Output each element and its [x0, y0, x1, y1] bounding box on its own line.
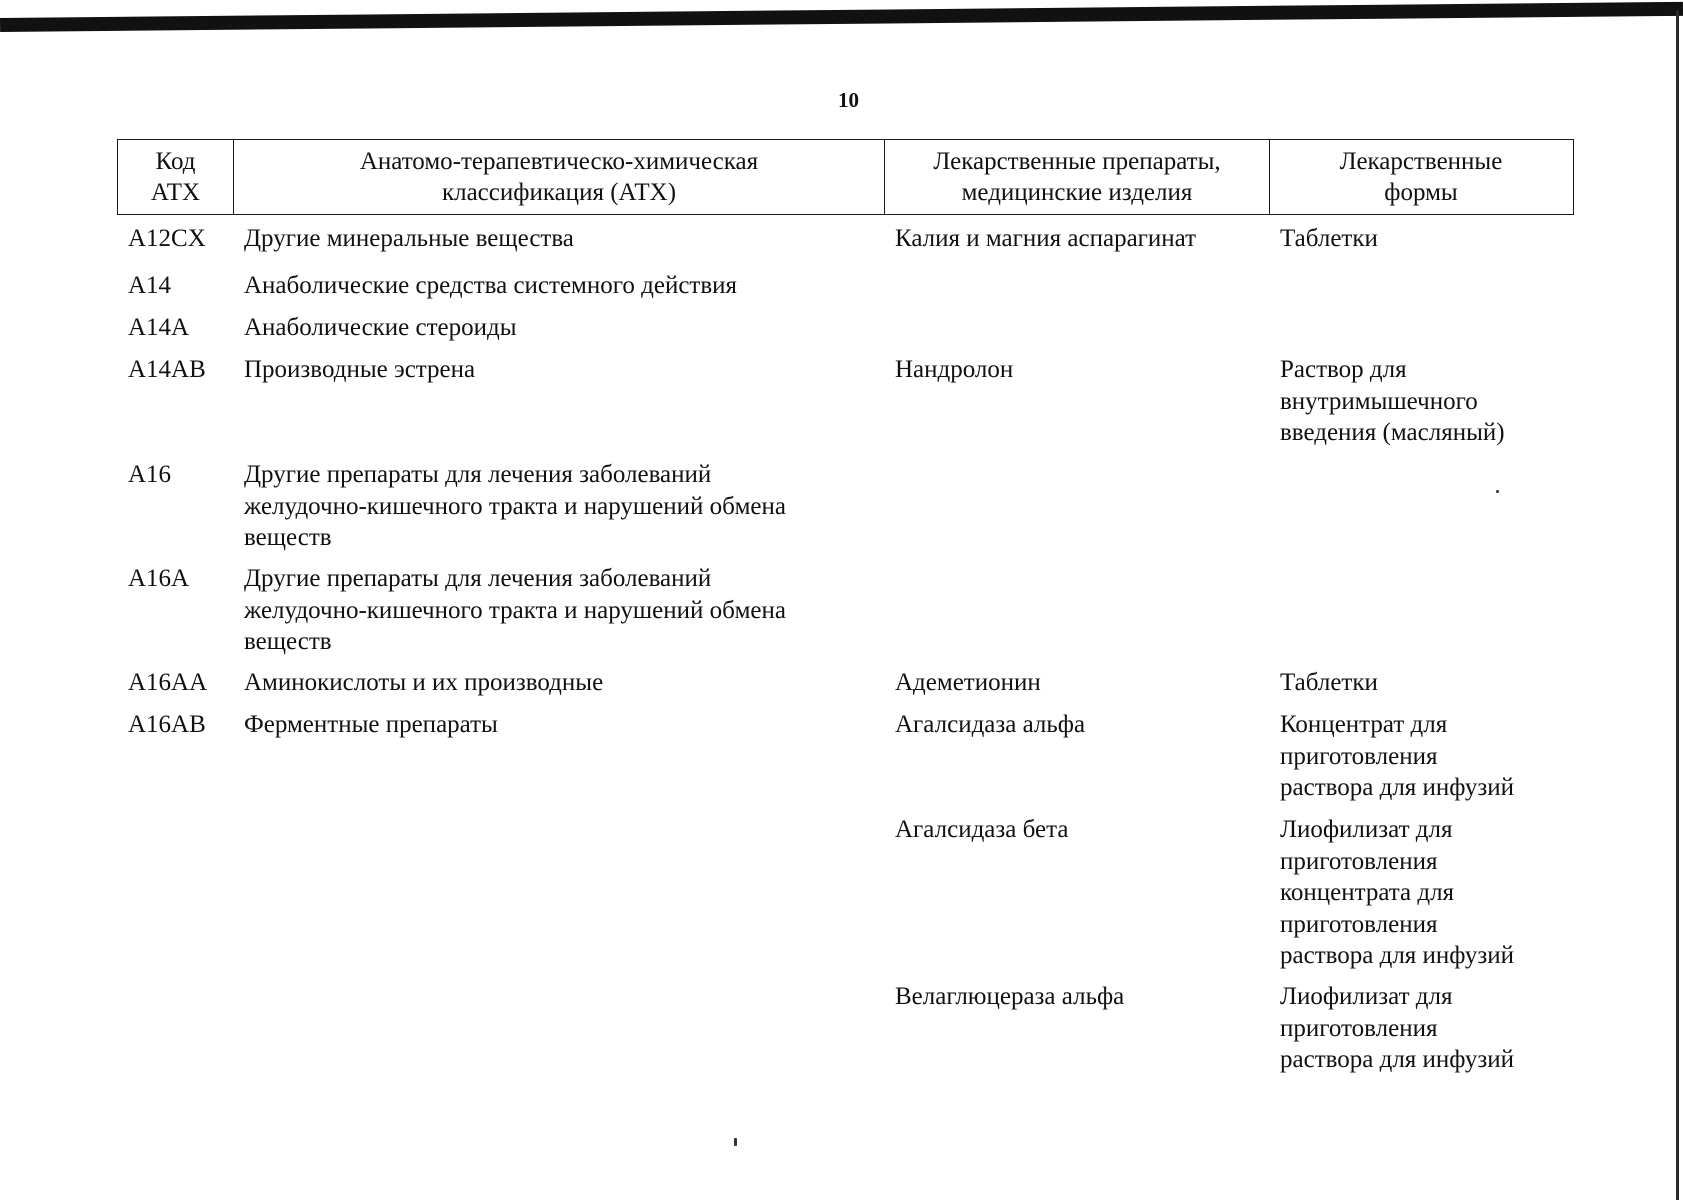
row-form: [1269, 459, 1571, 563]
table-row: [117, 312, 1574, 354]
row-form: Раствор для внутримышечного введения (масляный): [1280, 356, 1505, 446]
row-classification: Другие минеральные вещества: [244, 225, 574, 252]
row-code: A16AB: [128, 711, 206, 738]
scan-speck: [1496, 490, 1499, 493]
page-number: 10: [838, 88, 859, 112]
header-classification: Анатомо-терапевтическо-химическая классификация (АТХ): [234, 140, 885, 214]
row-code: A14A: [128, 314, 190, 341]
row-form: Таблетки: [1280, 669, 1378, 696]
row-drug: Велаглюцераза альфа: [895, 983, 1125, 1010]
header-drugs: Лекарственные препараты, медицинские изделия: [885, 140, 1270, 214]
table-row: [117, 981, 1574, 1085]
row-drug: [884, 270, 1269, 312]
row-code: A16: [128, 461, 172, 488]
row-drug: Нандролон: [895, 356, 1014, 383]
row-classification: [233, 981, 884, 1085]
row-classification: [233, 814, 884, 981]
row-code: A16A: [128, 565, 190, 592]
table-row: [117, 354, 1574, 459]
row-form: [1269, 312, 1571, 354]
row-classification: Ферментные препараты: [244, 711, 498, 738]
row-classification: Анаболические стероиды: [244, 314, 517, 341]
table-row: [117, 563, 1574, 667]
row-form: Лиофилизат для приготовления концентрата для приготовления раствора для инфузий: [1280, 816, 1515, 969]
row-classification: Аминокислоты и их производные: [244, 669, 604, 696]
row-code: A14: [128, 272, 172, 299]
table-header: [117, 139, 1574, 215]
row-drug: [884, 312, 1269, 354]
row-form: [1269, 270, 1571, 312]
row-drug: Калия и магния аспарагинат: [895, 225, 1197, 252]
table-row: [117, 709, 1574, 814]
table-row: [117, 270, 1574, 312]
row-classification: Другие препараты для лечения заболеваний желудочно-кишечного тракта и нарушений обмена веществ: [244, 461, 786, 551]
row-form: Концентрат для приготовления раствора для инфузий: [1280, 711, 1515, 801]
row-drug: [884, 459, 1269, 563]
scan-right-edge: [1676, 10, 1679, 1200]
row-drug: Агалсидаза альфа: [895, 711, 1086, 738]
row-drug: Адеметионин: [895, 669, 1041, 696]
row-form: [1269, 563, 1571, 667]
table-row: [117, 459, 1574, 563]
row-form: Таблетки: [1280, 225, 1378, 252]
row-code: A14AB: [128, 356, 206, 383]
header-forms: Лекарственные формы: [1339, 148, 1503, 206]
row-code: [117, 981, 233, 1085]
row-code: [117, 814, 233, 981]
row-classification: Другие препараты для лечения заболеваний желудочно-кишечного тракта и нарушений обмена веществ: [244, 565, 786, 655]
row-code: A12CX: [128, 225, 206, 252]
table-row: [117, 223, 1574, 270]
scan-top-border: [0, 2, 1683, 32]
atx-table: [117, 139, 1574, 1085]
table-row: [117, 814, 1574, 981]
row-drug: Агалсидаза бета: [895, 816, 1069, 843]
scan-speck: [734, 1138, 737, 1146]
table-row: [117, 667, 1574, 709]
row-form: Лиофилизат для приготовления раствора для инфузий: [1280, 983, 1515, 1073]
row-drug: [884, 563, 1269, 667]
row-classification: Производные эстрена: [244, 356, 476, 383]
row-classification: Анаболические средства системного действия: [244, 272, 738, 299]
row-code: A16AA: [128, 669, 208, 696]
header-code: Код АТХ: [118, 140, 234, 214]
